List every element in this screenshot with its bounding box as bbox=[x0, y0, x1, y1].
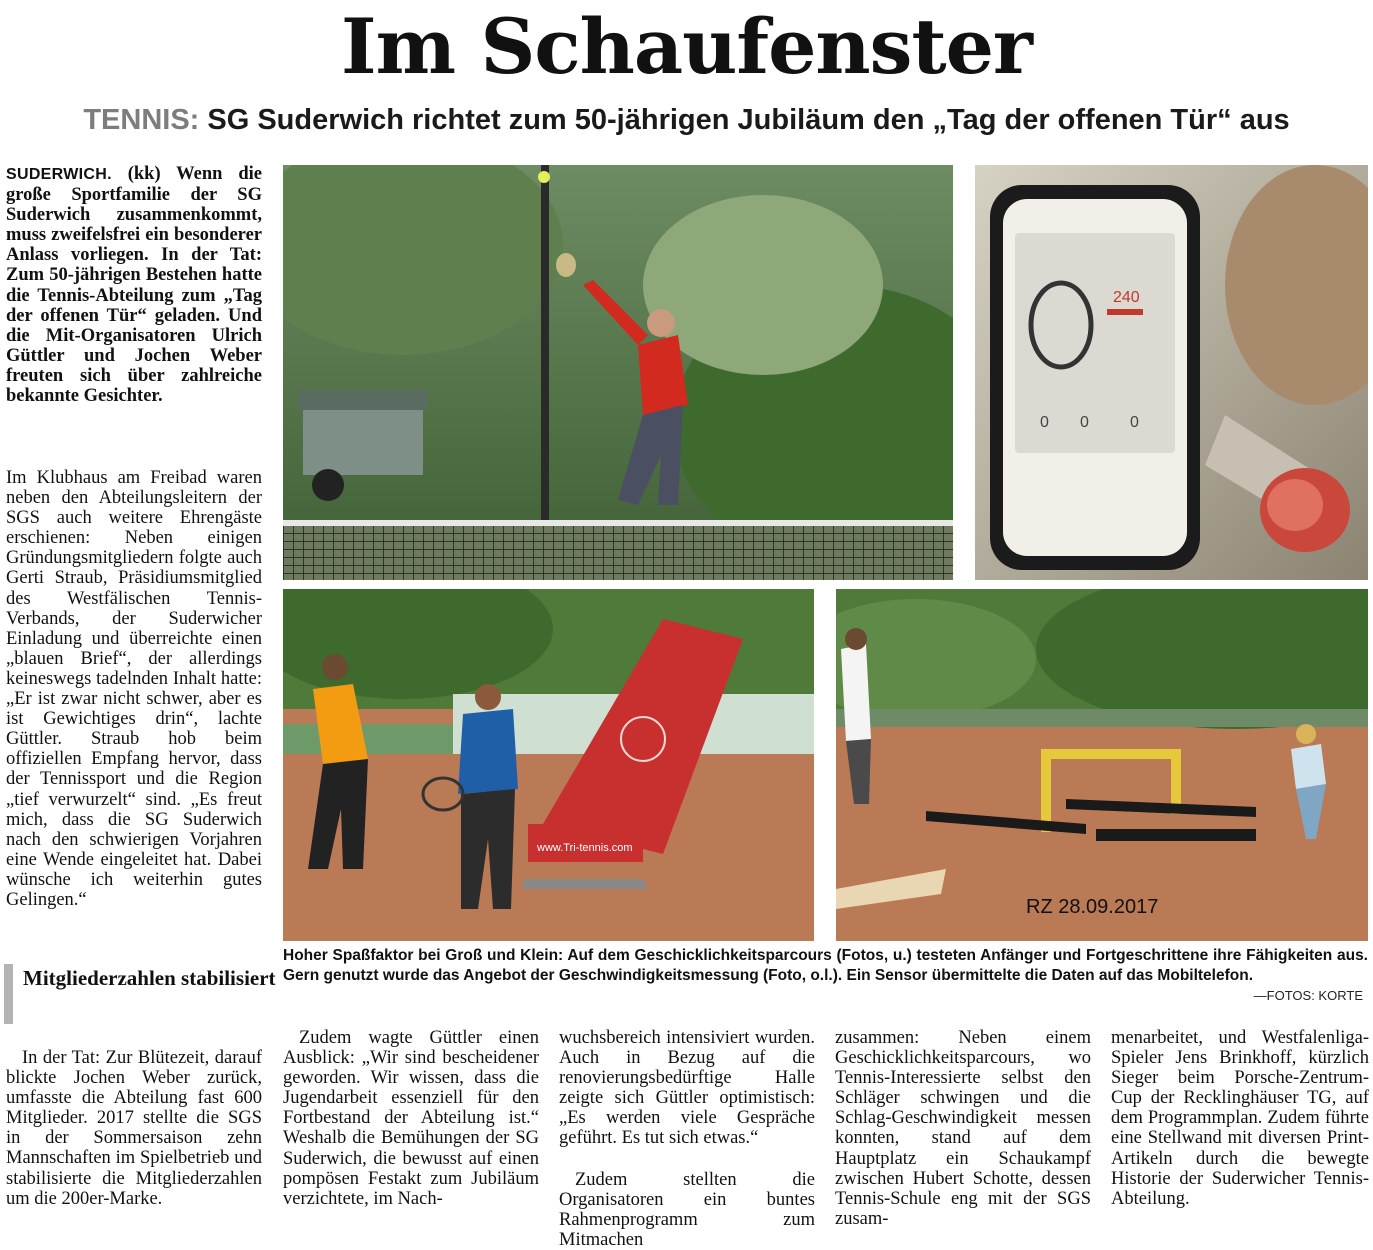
rebounder-net bbox=[283, 589, 814, 941]
body-paragraph-2: In der Tat: Zur Blütezeit, darauf blickte Jochen Weber zurück, umfasste die Abteilung fast 600 Mitglieder. 2017 stellte die SGS in der Sommersaison zehn Mannschaften im Spielbetrieb und stabilisierte die Mitgliederzahlen um die 200er-Marke. bbox=[6, 1048, 262, 1209]
rebounder-brand: www.Tri-tennis.com bbox=[537, 842, 633, 854]
photo-phone bbox=[975, 165, 1368, 580]
lead-text: (kk) Wenn die große Sportfamilie der SG Suderwich zusammenkommt, muss zweifelsfrei ein besonderer Anlass vorliegen. In der Tat: Zum 50-jährigen Bestehen hatte die Tennis-Abteilung zum „Tag der offenen Tür“ geladen. Und die Mit-Organisatoren Ulrich Güttler und Jochen Weber freuten sich über zahlreiche bekannte Gesichter. bbox=[6, 164, 262, 407]
intertitle: Mitgliederzahlen stabilisiert bbox=[4, 964, 281, 1024]
subheadline-kicker: TENNIS: bbox=[83, 104, 200, 136]
photo-serve bbox=[283, 165, 953, 580]
column-5: menarbeitet, und Westfalenliga-Spieler Jens Brinkhoff, kürzlich Sieger beim Porsche-Zentrum-Cup der Recklinghäuser TG, auf dem Programmplan. Zudem führte eine Stellwand mit diversen Print-Artikeln durch die bewegte Historie der Suderwicher Tennis-Abteilung. bbox=[1111, 1028, 1369, 1209]
body-paragraph-1: Im Klubhaus am Freibad waren neben den Abteilungsleitern der SGS auch weitere Ehrengäste erschienen: Neben einigen Gründungsmitgliedern folgte auch Gerti Straub, Präsidiumsmitglied des Westfälischen Tennis-Verbands, der Suderwicher Einladung und überreichte einen „blauen Brief“, der allerdings keineswegs tadelnden Inhalt hatte: „Er ist zwar nicht schwer, aber es ist Gewichtiges drin“, lachte Güttler. Straub hob beim offiziellen Empfang hervor, dass der Tennissport und die Region „tief verwurzelt“ sind. „Es freut mich, dass die SG Suderwich nach den schwierigen Vorjahren eine Wende eingeleitet hat. Dabei wünsche ich weiterhin gutes Gelingen.“ bbox=[6, 468, 262, 910]
smartphone-icon bbox=[975, 165, 1368, 580]
stat-value-2: 0 bbox=[1080, 414, 1089, 431]
column-3-part-2: Zudem stellten die Organisatoren ein buntes Rahmenprogramm zum Mitmachen bbox=[559, 1170, 815, 1250]
stat-value-3: 0 bbox=[1130, 414, 1139, 431]
stat-value-1: 0 bbox=[1040, 414, 1049, 431]
photo-rebounder bbox=[283, 589, 814, 941]
headline: Im Schaufenster bbox=[341, 2, 1032, 91]
speed-value: 240 bbox=[1113, 289, 1140, 306]
photo-caption: Hoher Spaßfaktor bei Groß und Klein: Auf dem Geschicklichkeitsparcours (Fotos, u.) testeten Anfänger und Fortgeschrittene ihre Fähigkeiten aus. Gern genutzt wurde das Angebot der Geschwindigkeitsmessung (Foto, o.l.). Ein Sensor übermittelte die Daten auf das Mobiltelefon. bbox=[283, 947, 1368, 984]
photo-parcours bbox=[836, 589, 1368, 941]
subheadline bbox=[0, 100, 1373, 140]
photo-credit: —FOTOS: KORTE bbox=[1253, 988, 1363, 1003]
column-2: Zudem wagte Güttler einen Ausblick: „Wir sind bescheidener geworden. Wir wissen, dass die Jugendarbeit essenziell für den Fortbestand der Abteilung ist.“ Weshalb die Bemühungen der SG Suderwich, die bewusst auf einen pompösen Festakt zum Jubiläum verzichtete, im Nach- bbox=[283, 1028, 539, 1209]
column-4: zusammen: Neben einem Geschicklichkeitsparcours, wo Tennis-Interessierte selbst den Schläger schwingen und die Schlag-Geschwindigkeit messen konnten, stand auf dem Hauptplatz ein Schaukampf zwischen Hubert Schotte, dessen Tennis-Schule eng mit der SGS zusam- bbox=[835, 1028, 1091, 1229]
agility-hurdles bbox=[836, 589, 1368, 941]
column-3-part-1: wuchsbereich intensiviert wurden. Auch in Bezug auf die renovierungsbedürftige Halle zeigte sich Güttler optimistisch: „Es werden viele Gespräche geführt. Es tut sich etwas.“ bbox=[559, 1028, 815, 1149]
dateline: SUDERWICH. bbox=[6, 166, 112, 183]
lead-paragraph bbox=[6, 164, 262, 406]
subheadline-text: SG Suderwich richtet zum 50-jährigen Jubiläum den „Tag der offenen Tür“ aus bbox=[199, 104, 1290, 136]
date-stamp: RZ 28.09.2017 bbox=[1026, 896, 1159, 918]
tennis-player-serving bbox=[283, 165, 953, 580]
